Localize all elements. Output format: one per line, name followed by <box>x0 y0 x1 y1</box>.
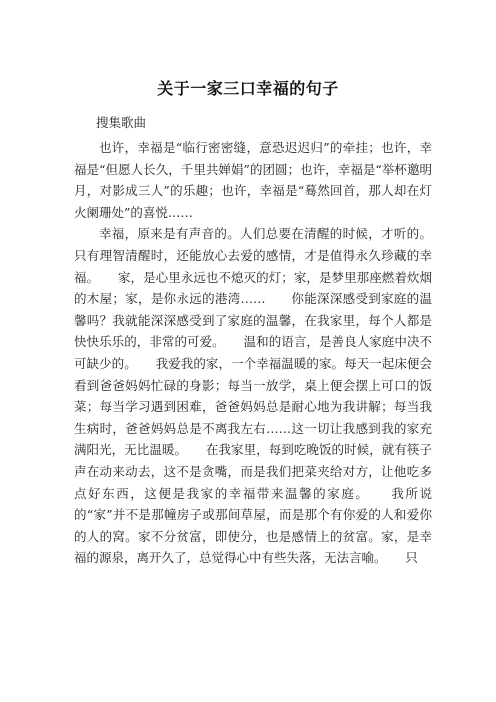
page-title: 关于一家三口幸福的句子 <box>157 79 339 98</box>
author-line: 搜集歌曲 <box>96 115 147 130</box>
document-body <box>74 137 432 569</box>
paragraph-2: 幸福，原来是有声音的。人们总要在清醒的时候，才听的。只有理智清醒时，还能放心去爱的感情，才是值得永久珍藏的幸福。 家，是心里永远也不熄灭的灯；家，是梦里那座燃着炊烟的木屋；家，是你永远的港湾…… 你能深深感受到家庭的温馨吗？我就能深深感受到了家庭的温馨，在我家里，每个人都是快快乐乐的，非常的可爱。 温和的语言，是善良人家庭中决不可缺少的。 我爱我的家，一个幸福温暖的家。每天一起床便会看到爸爸妈妈忙碌的身影；每当一放学，桌上便会摆上可口的饭菜；每当学习遇到困难，爸爸妈妈总是耐心地为我讲解；每当我生病时，爸爸妈妈总是不离我左右……这一切让我感到我的家充满阳光，无比温暖。 在我家里，每到吃晚饭的时候，就有筷子声在动来动去，这不是贪嘴，而是我们把菜夹给对方，让他吃多点好东西，这便是我家的幸福带来温馨的家庭。 我所说的“家”并不是那幢房子或那间草屋，而是那个有你爱的人和爱你的人的窝。家不分贫富，即使分，也是感情上的贫富。家，是幸福的源泉，离开久了，总觉得心中有些失落，无法言喻。 只 <box>74 226 432 566</box>
paragraph-1: 也许，幸福是“临行密密缝，意恐迟迟归”的牵挂；也许，幸福是“但愿人长久，千里共婵娟”的团圆；也许，幸福是“举杯邀明月，对影成三人”的乐趣；也许，幸福是“蓦然回首，那人却在灯火阑珊处”的喜悦…… <box>74 140 432 220</box>
